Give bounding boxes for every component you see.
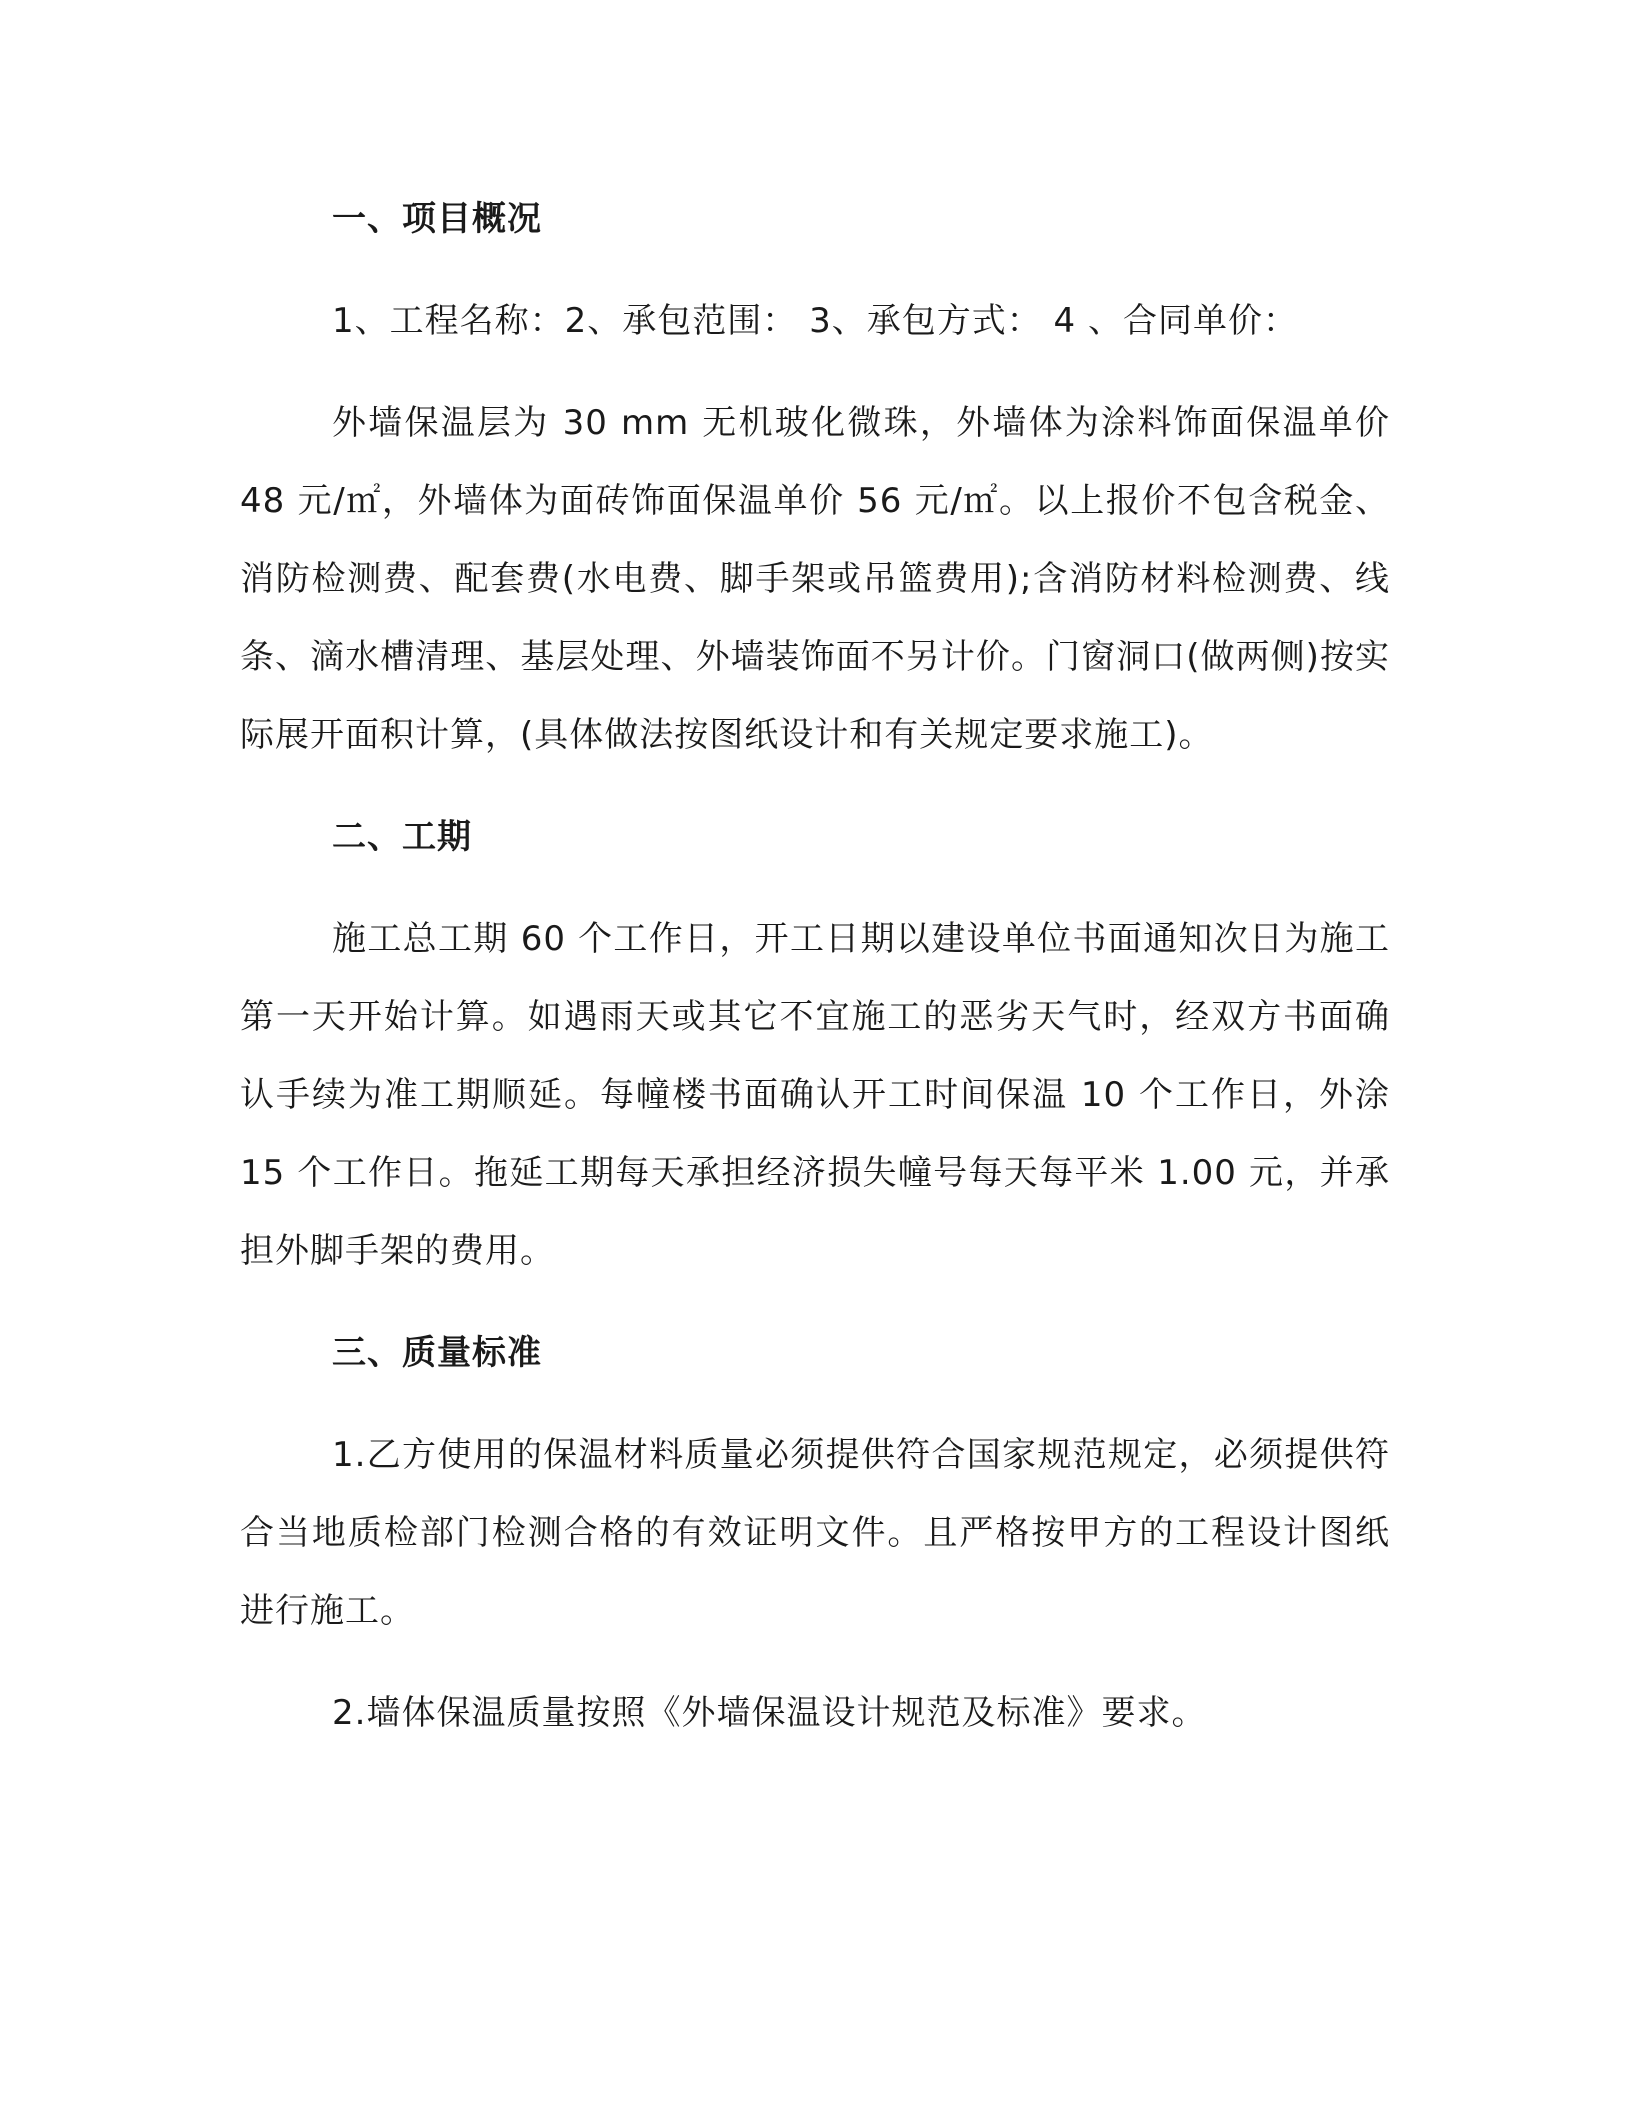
overview-unit-price-paragraph: 外墙保温层为 30 mm 无机玻化微珠，外墙体为涂料饰面保温单价 48 元/㎡，外墙体为面砖饰面保温单价 56 元/㎡。以上报价不包含税金、消防检测费、配套费(水电费、脚手架或吊篮费用);含消防材料检测费、线条、滴水槽清理、基层处理、外墙装饰面不另计价。门窗洞口(做两侧)按实际展开面积计算，(具体做法按图纸设计和有关规定要求施工)。 [240,403,1390,755]
section-heading-schedule: 二、工期 [332,817,472,857]
section-heading-quality: 三、质量标准 [332,1333,542,1373]
quality-paragraph-2: 2.墙体保温质量按照《外墙保温设计规范及标准》要求。 [332,1693,1207,1733]
document-page [240,180,1390,1776]
schedule-paragraph: 施工总工期 60 个工作日，开工日期以建设单位书面通知次日为施工第一天开始计算。如遇雨天或其它不宜施工的恶劣天气时，经双方书面确认手续为准工期顺延。每幢楼书面确认开工时间保温 10 个工作日，外涂 15 个工作日。拖延工期每天承担经济损失幢号每天每平米 1.00 元，并承担外脚手架的费用。 [240,919,1390,1271]
quality-paragraph-1: 1.乙方使用的保温材料质量必须提供符合国家规范规定，必须提供符合当地质检部门检测合格的有效证明文件。且严格按甲方的工程设计图纸进行施工。 [240,1435,1390,1631]
overview-item-list: 1、工程名称：2、承包范围： 3、承包方式： 4 、合同单价： [332,301,1298,341]
section-heading-overview: 一、项目概况 [332,199,542,239]
